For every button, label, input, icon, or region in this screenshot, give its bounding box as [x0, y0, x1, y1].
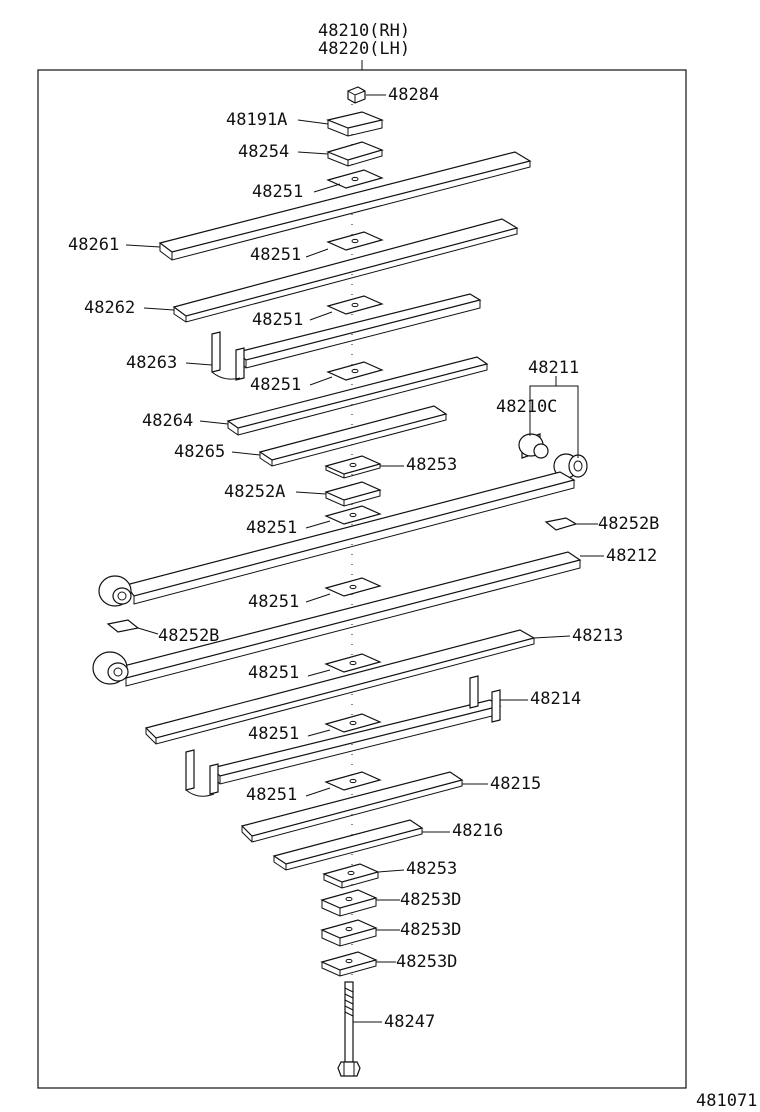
- leader-48213: [534, 636, 570, 638]
- part-48252B-pad-right: [546, 518, 576, 530]
- part-48247-center-bolt: [338, 982, 360, 1076]
- label-48253D-c: 48253D: [396, 952, 458, 972]
- leader-48251-f: [306, 594, 330, 602]
- label-48191A: 48191A: [226, 110, 288, 130]
- label-48212: 48212: [606, 546, 658, 566]
- part-48284-nut: [348, 87, 365, 103]
- part-48251-pad-f: [326, 578, 380, 596]
- part-48216-leaf: [274, 820, 422, 870]
- part-48253D-plate-a: [322, 890, 376, 916]
- leader-48262: [144, 308, 174, 310]
- label-48252B-right: 48252B: [598, 514, 660, 534]
- part-48253-pad-b: [324, 864, 378, 888]
- label-48210C: 48210C: [496, 397, 558, 417]
- leader-48251-d: [310, 377, 332, 385]
- assembly-number-lh: 48220(LH): [318, 39, 411, 59]
- leader-48191A: [298, 120, 328, 124]
- label-48263: 48263: [126, 353, 178, 373]
- leader-48252A: [296, 492, 326, 494]
- label-48251-d: 48251: [250, 375, 302, 395]
- label-48261: 48261: [68, 235, 120, 255]
- label-48251-e: 48251: [246, 518, 298, 538]
- leader-48251-i: [306, 788, 330, 796]
- part-48251-pad-c: [328, 296, 382, 314]
- label-48213: 48213: [572, 626, 624, 646]
- leader-48263: [186, 363, 212, 365]
- label-48284: 48284: [388, 85, 440, 105]
- label-48211: 48211: [528, 358, 580, 378]
- part-48210C-bushing: [519, 434, 548, 458]
- leader-48251-h: [308, 730, 330, 736]
- assembly-number-rh: 48210(RH): [318, 21, 411, 41]
- label-48216: 48216: [452, 821, 504, 841]
- part-48254-plate: [328, 142, 382, 166]
- part-48191A-plate: [328, 112, 382, 136]
- label-48251-c: 48251: [252, 310, 304, 330]
- leader-48251-e: [306, 521, 330, 528]
- label-48253D-b: 48253D: [400, 920, 462, 940]
- leader-48251-c: [310, 312, 332, 320]
- figure-number: 481071: [696, 1091, 758, 1111]
- part-48251-pad-i: [326, 772, 380, 790]
- leader-48261: [126, 245, 160, 247]
- label-48252A: 48252A: [224, 482, 286, 502]
- label-48214: 48214: [530, 689, 582, 709]
- leader-48251-b: [306, 249, 328, 257]
- label-48264: 48264: [142, 411, 194, 431]
- label-48254: 48254: [238, 142, 290, 162]
- label-48253D-a: 48253D: [400, 890, 462, 910]
- part-48253D-plate-b: [322, 920, 376, 946]
- label-48252B-left: 48252B: [158, 626, 220, 646]
- leader-48251-a: [314, 184, 340, 192]
- label-48251-h: 48251: [248, 724, 300, 744]
- label-48251-i: 48251: [246, 785, 298, 805]
- part-48252A-pad: [326, 482, 380, 506]
- leader-48265: [232, 452, 260, 455]
- part-48252B-pad-left: [108, 620, 138, 632]
- label-48251-g: 48251: [248, 663, 300, 683]
- label-48251-a: 48251: [252, 182, 304, 202]
- leader-48251-g: [308, 670, 330, 676]
- label-48253-a: 48253: [406, 455, 458, 475]
- part-48251-pad-d: [328, 362, 382, 380]
- part-48253D-plate-c: [322, 952, 376, 976]
- label-48262: 48262: [84, 298, 136, 318]
- leader-48264: [200, 421, 228, 424]
- part-48253-pad-a: [326, 456, 380, 478]
- label-48215: 48215: [490, 774, 542, 794]
- label-48253-b: 48253: [406, 859, 458, 879]
- label-48265: 48265: [174, 442, 226, 462]
- label-48251-f: 48251: [248, 592, 300, 612]
- label-48251-b: 48251: [250, 245, 302, 265]
- leader-48253-b: [378, 870, 404, 872]
- part-48251-pad-b: [328, 232, 382, 250]
- leader-48254: [298, 152, 328, 154]
- label-48247: 48247: [384, 1012, 436, 1032]
- leader-48252B-left: [138, 628, 158, 634]
